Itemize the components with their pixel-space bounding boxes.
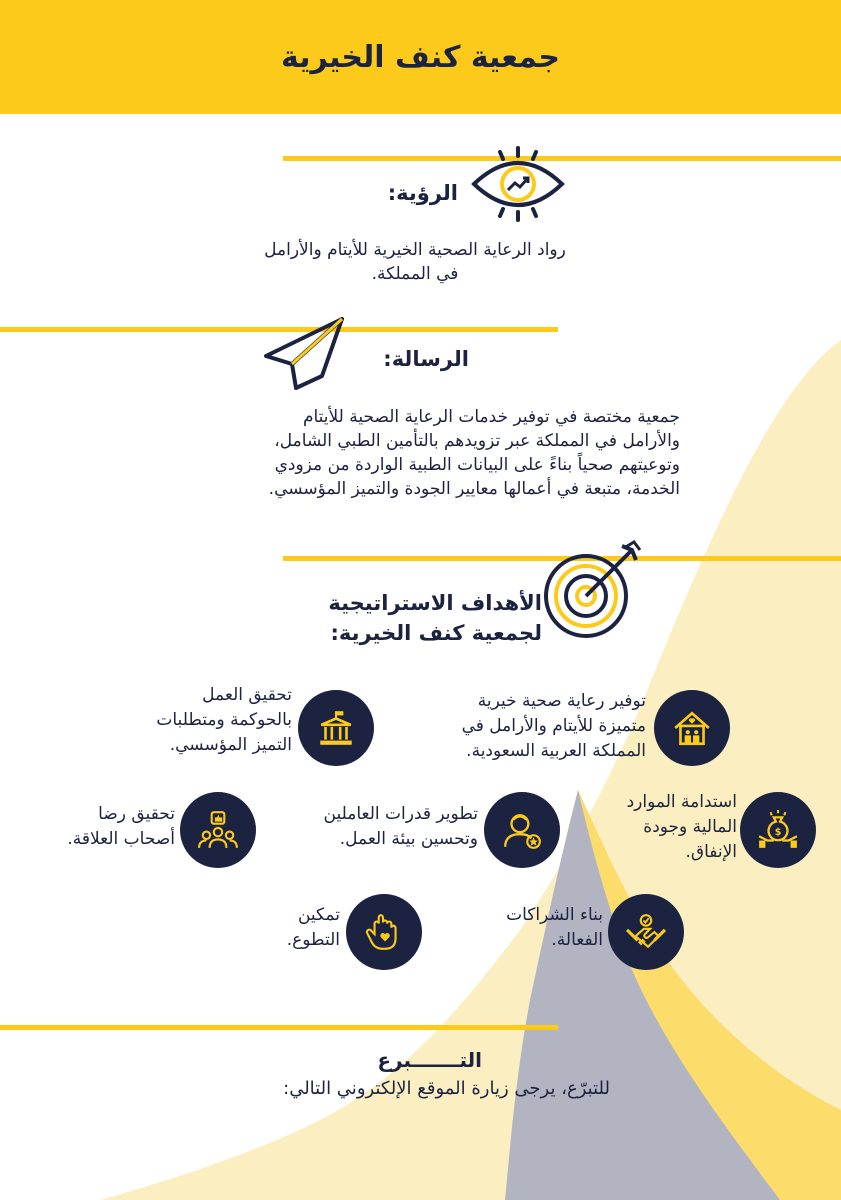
goal-text	[230, 903, 340, 953]
mission-heading: الرسالة:	[383, 347, 469, 371]
donate-text: للتبرّع، يرجى زيارة الموقع الإلكتروني التالي:	[283, 1078, 610, 1099]
mission-line: والأرامل في المملكة عبر تزويدهم بالتأمين الطبي الشامل،	[274, 431, 680, 451]
svg-text:$: $	[774, 827, 782, 839]
goal-icon-circle	[346, 894, 422, 970]
handshake-icon	[625, 911, 667, 953]
goal-icon-circle	[484, 792, 560, 868]
goal-text	[470, 903, 603, 953]
divider-line	[0, 1025, 558, 1030]
goal-text	[270, 802, 478, 852]
goal-line: أصحاب العلاقة.	[67, 829, 175, 849]
goal-icon-circle	[298, 690, 374, 766]
goal-icon-circle	[654, 690, 730, 766]
goal-line: تحقيق رضا	[98, 804, 175, 824]
goals-heading	[280, 588, 542, 648]
vision-text	[215, 238, 615, 286]
employee-badge-icon	[501, 809, 543, 851]
goal-line: بناء الشراكات	[506, 905, 603, 925]
goal-line: تحقيق العمل	[202, 685, 292, 705]
goal-icon-circle	[740, 792, 816, 868]
government-building-icon	[315, 707, 357, 749]
page-title: جمعية كنف الخيرية	[281, 39, 560, 75]
donate-heading: التـــــــبرع	[377, 1048, 482, 1072]
hand-heart-icon	[363, 911, 405, 953]
goal-line: تطوير قدرات العاملين	[323, 804, 478, 824]
eye-growth-icon	[468, 146, 568, 222]
goal-text	[585, 790, 737, 865]
goal-line: استدامة الموارد	[626, 792, 737, 812]
money-bag-hands-icon	[757, 809, 799, 851]
goal-text	[80, 683, 292, 758]
house-family-icon	[671, 707, 713, 749]
goal-line: الفعالة.	[551, 930, 603, 950]
target-arrow-icon	[542, 540, 642, 640]
goal-line: توفير رعاية صحية خيرية	[477, 691, 646, 711]
group-like-icon	[197, 809, 239, 851]
goal-line: المملكة العربية السعودية.	[466, 741, 646, 761]
goal-line: الإنفاق.	[685, 842, 737, 862]
goal-line: التطوع.	[286, 930, 340, 950]
vision-line: في المملكة.	[371, 264, 459, 284]
goal-line: بالحوكمة ومتطلبات	[156, 710, 292, 730]
goal-line: تمكين	[297, 905, 340, 925]
paper-plane-icon	[262, 316, 346, 392]
vision-heading: الرؤية:	[387, 181, 458, 205]
vision-line: رواد الرعاية الصحية الخيرية للأيتام والأرامل	[264, 240, 566, 260]
header-bar	[0, 0, 841, 114]
mission-line: وتوعيتهم صحياً بناءً على البيانات الطبية الواردة من مزودي	[274, 455, 680, 475]
goals-heading-line: لجمعية كنف الخيرية:	[330, 621, 542, 645]
mission-line: الخدمة، متبعة في أعمالها معايير الجودة والتميز المؤسسي.	[268, 479, 680, 499]
goals-heading-line: الأهداف الاستراتيجية	[328, 591, 542, 615]
goal-line: متميزة للأيتام والأرامل في	[461, 716, 646, 736]
goal-text	[20, 802, 175, 852]
goal-line: المالية وجودة	[643, 817, 737, 837]
goal-icon-circle	[180, 792, 256, 868]
goal-icon-circle	[608, 894, 684, 970]
goal-line: وتحسين بيئة العمل.	[339, 829, 478, 849]
goal-text	[398, 689, 646, 764]
goal-line: التميز المؤسسي.	[169, 735, 292, 755]
mission-line: جمعية مختصة في توفير خدمات الرعاية الصحية للأيتام	[302, 407, 680, 427]
mission-text	[140, 405, 680, 501]
